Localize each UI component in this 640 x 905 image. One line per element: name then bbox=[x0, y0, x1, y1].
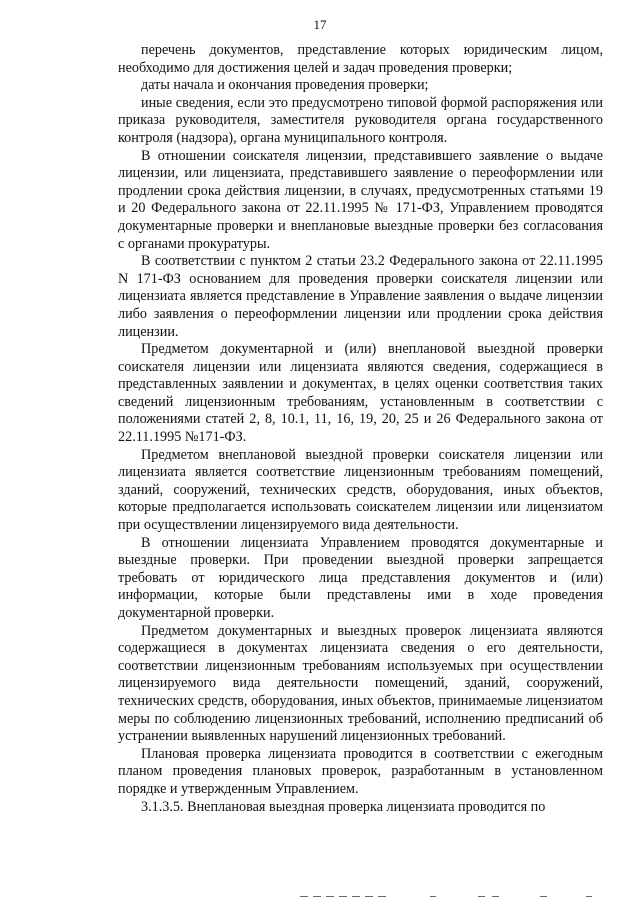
paragraph-1: перечень документов, представление которых юридическим лицом, необходимо для достижения целей и задач проведения проверки; bbox=[118, 42, 603, 76]
paragraph-10: Плановая проверка лицензиата проводится в соответствии с ежегодным планом проведения плановых проверок, разработанным в установленном порядке и утвержденным Управлением. bbox=[118, 745, 603, 797]
scan-mark bbox=[492, 896, 499, 897]
scan-mark bbox=[313, 896, 321, 897]
scan-mark bbox=[300, 896, 308, 897]
scan-mark bbox=[365, 896, 373, 897]
paragraph-6: Предметом документарной и (или) внеплановой выездной проверки соискателя лицензии или лицензиата являются сведения, содержащиеся в представленных заявлении и документах, в целях оценки соответствия таких сведений лицензионным требованиям, установленным в соответствии с положениями статей 2, 8, 10.1, 11, 16, 19, 20, 25 и 26 Федерального закона от 22.11.1995 №171-ФЗ. bbox=[118, 341, 603, 446]
scan-mark bbox=[540, 896, 547, 897]
scan-mark bbox=[586, 896, 592, 897]
document-body bbox=[118, 42, 603, 816]
scan-mark bbox=[339, 896, 347, 897]
page-number: 17 bbox=[313, 17, 327, 32]
scan-mark bbox=[326, 896, 334, 897]
paragraph-2: даты начала и окончания проведения проверки; bbox=[141, 77, 429, 94]
scan-artifact-marks bbox=[0, 892, 640, 902]
scan-mark bbox=[430, 896, 436, 897]
scan-mark bbox=[478, 896, 485, 897]
paragraph-3: иные сведения, если это предусмотрено типовой формой распоряжения или приказа руководителя, заместителя руководителя органа государственного контроля (надзора), органа муниципального контроля. bbox=[118, 94, 603, 146]
paragraph-11: 3.1.3.5. Внеплановая выездная проверка лицензиата проводится по bbox=[141, 798, 546, 815]
scan-mark bbox=[378, 896, 386, 897]
paragraph-5: В соответствии с пунктом 2 статьи 23.2 Федерального закона от 22.11.1995 N 171-ФЗ основанием для проведения проверки соискателя лицензии или лицензиата является представление в Управление заявления о выдаче лицензии либо заявления о переоформлении лицензии или продлении срока действия лицензии. bbox=[118, 253, 603, 340]
paragraph-7: Предметом внеплановой выездной проверки соискателя лицензии или лицензиата является соответствие лицензионным требованиям помещений, зданий, сооружений, технических средств, оборудования, иных объектов, которые предполагается использовать соискателем лицензии или лицензиатом при осуществлении лицензируемого вида деятельности. bbox=[118, 446, 603, 534]
paragraph-8: В отношении лицензиата Управлением проводятся документарные и выездные проверки. При проведении выездной проверки запрещается требовать от юридического лица представления документов и (или) информации, которые были представлены ими в ходе проведения документарной проверки. bbox=[118, 534, 603, 621]
scan-mark bbox=[352, 896, 360, 897]
paragraph-4: В отношении соискателя лицензии, представившего заявление о выдаче лицензии, или лицензиата, представившего заявление о переоформлении или продлении срока действия лицензии, в случаях, предусмотренных статьями 19 и 20 Федерального закона от 22.11.1995 № 171-ФЗ, Управлением проводятся документарные проверки и внеплановые выездные проверки без согласования с органами прокуратуры. bbox=[118, 147, 603, 252]
paragraph-9: Предметом документарных и выездных проверок лицензиата являются содержащиеся в документах лицензиата сведения о его деятельности, соответствии лицензионным требованиям используемых при осуществлении лицензируемого вида деятельности помещений, зданий, сооружений, технических средств, оборудования, иных объектов, принимаемые лицензиатом меры по соблюдению лицензионных требований, исполнению предписаний об устранении выявленных нарушений лицензионных требований. bbox=[118, 622, 603, 745]
